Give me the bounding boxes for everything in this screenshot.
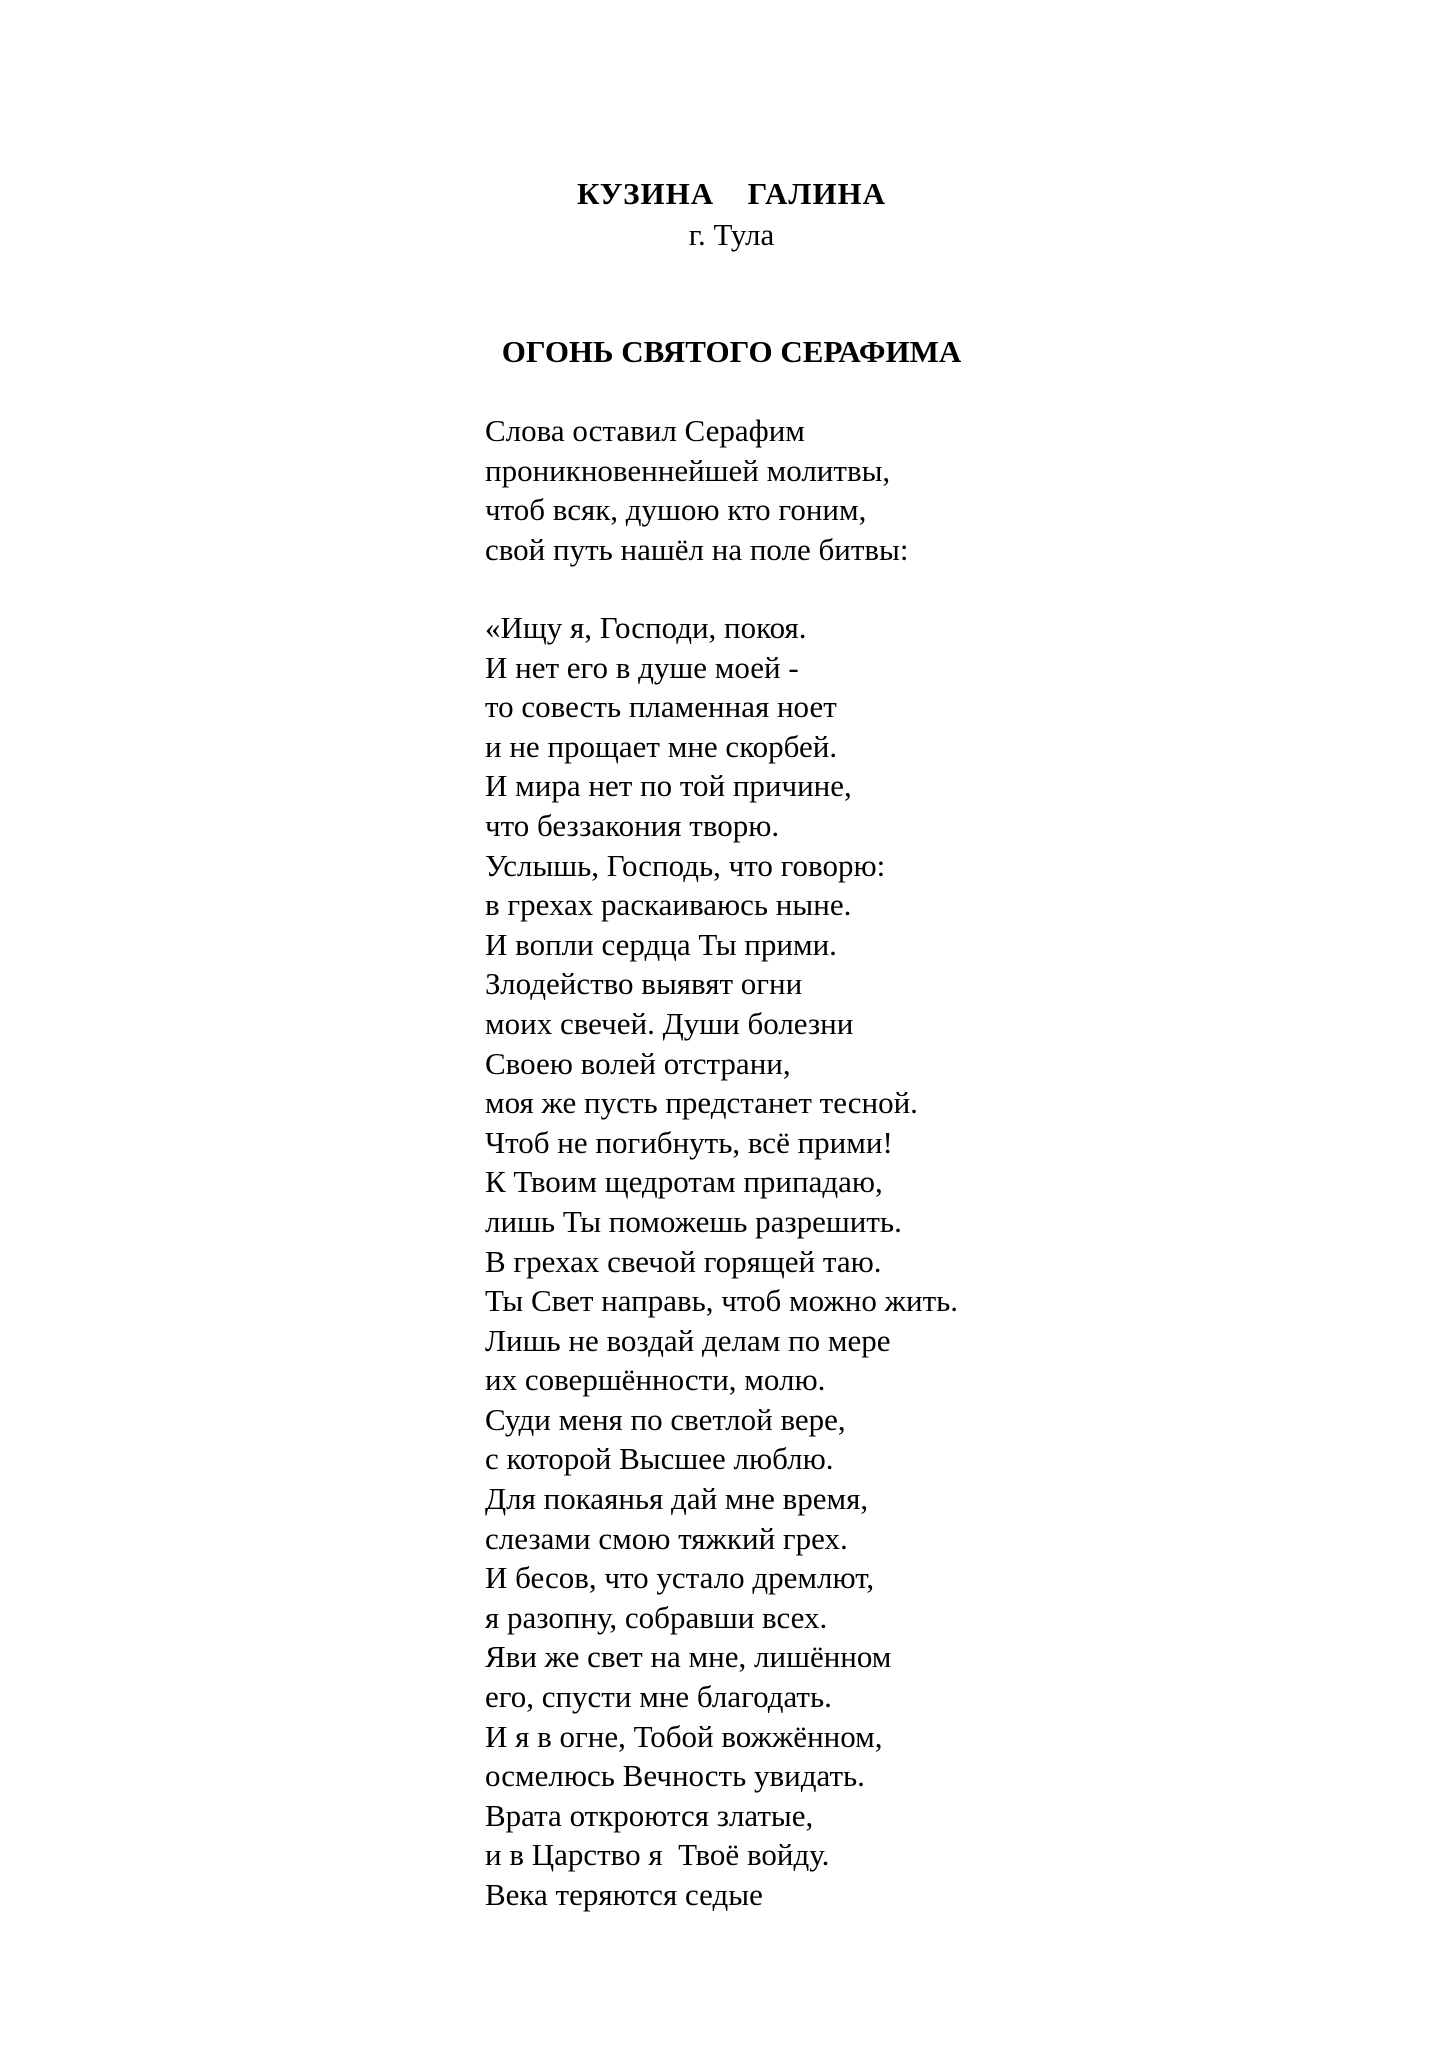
poem-line: И нет его в душе моей - bbox=[485, 649, 799, 685]
poem-line: К Твоим щедротам припадаю, bbox=[485, 1164, 883, 1200]
poem-line: В грехах свечой горящей таю. bbox=[485, 1243, 882, 1279]
poem-line: И мира нет по той причине, bbox=[485, 768, 852, 804]
poem-line: и в Царство я Твоё войду. bbox=[485, 1837, 830, 1873]
poem-line: слезами смою тяжкий грех. bbox=[485, 1520, 848, 1556]
poem-line: его, спусти мне благодать. bbox=[485, 1679, 832, 1715]
poem-line: чтоб всяк, душою кто гоним, bbox=[485, 492, 867, 528]
poem-line: Суди меня по светлой вере, bbox=[485, 1401, 846, 1437]
poem-line: Лишь не воздай делам по мере bbox=[485, 1322, 891, 1358]
poem-line: Врата откроются златые, bbox=[485, 1797, 814, 1833]
poem-line: то совесть пламенная ноет bbox=[485, 689, 837, 725]
poem-line: я разопну, собравши всех. bbox=[485, 1599, 828, 1635]
poem-line: осмелюсь Вечность увидать. bbox=[485, 1758, 865, 1794]
poem-line: в грехах раскаиваюсь ныне. bbox=[485, 887, 852, 923]
poem-line: Слова оставил Серафим bbox=[485, 413, 805, 448]
poem-line: Яви же свет на мне, лишённом bbox=[485, 1639, 892, 1675]
poem-line: с которой Высшее люблю. bbox=[485, 1441, 834, 1477]
poem-line: моя же пусть предстанет тесной. bbox=[485, 1085, 918, 1121]
poem-line: что беззакония творю. bbox=[485, 807, 780, 843]
poem-stanza-2 bbox=[485, 608, 958, 1915]
poem-line: И я в огне, Тобой вожжённом, bbox=[485, 1718, 883, 1754]
poem-stanza-1 bbox=[485, 411, 909, 569]
poem-line: И вопли сердца Ты прими. bbox=[485, 926, 837, 962]
poem-line: моих свечей. Души болезни bbox=[485, 1005, 854, 1041]
poem-line: лишь Ты поможешь разрешить. bbox=[485, 1203, 902, 1239]
poem-line: проникновеннейшей молитвы, bbox=[485, 452, 891, 488]
poem-line: Века теряются седые bbox=[485, 1877, 763, 1912]
poem-line: «Ищу я, Господи, покоя. bbox=[485, 610, 807, 645]
poem-line: свой путь нашёл на поле битвы: bbox=[485, 531, 909, 567]
author-city: г. Тула bbox=[688, 217, 775, 252]
poem-title: ОГОНЬ СВЯТОГО СЕРАФИМА bbox=[501, 334, 962, 369]
poem-line: Чтоб не погибнуть, всё прими! bbox=[485, 1124, 893, 1160]
poem-line: Услышь, Господь, что говорю: bbox=[485, 847, 886, 883]
poem-line: Своею волей отстрани, bbox=[485, 1045, 791, 1081]
poem-line: и не прощает мне скорбей. bbox=[485, 728, 838, 764]
poem-line: И бесов, что устало дремлют, bbox=[485, 1560, 875, 1596]
poem-line: их совершённости, молю. bbox=[485, 1362, 826, 1398]
poem-line: Ты Свет направь, чтоб можно жить. bbox=[485, 1283, 959, 1319]
poem-line: Для покаянья дай мне время, bbox=[485, 1481, 869, 1517]
author-name: КУЗИНА ГАЛИНА bbox=[576, 176, 887, 211]
poem-line: Злодейство выявят огни bbox=[485, 966, 803, 1002]
